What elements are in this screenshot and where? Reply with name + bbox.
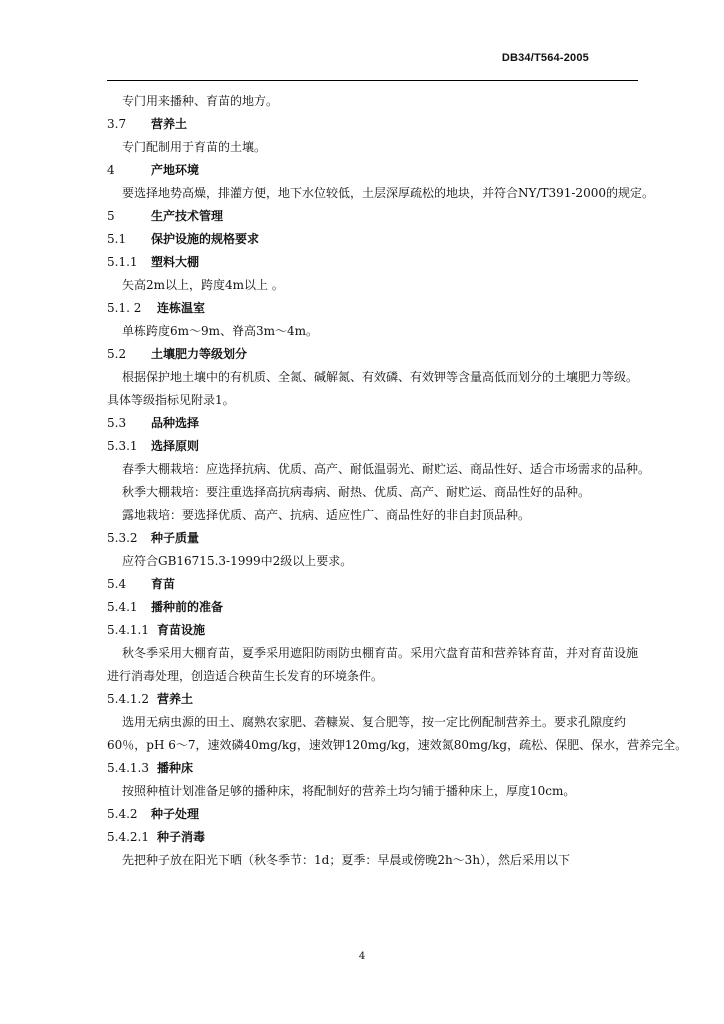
header-rule [107, 80, 638, 81]
section-title: 连栋温室 [157, 301, 206, 315]
section-heading [107, 622, 687, 638]
section-number: 5.3 [107, 416, 127, 430]
section-title: 营养土 [151, 117, 188, 131]
section-title: 土壤肥力等级划分 [151, 347, 248, 361]
section-number: 5.2 [107, 347, 127, 361]
paragraph-line: 露地栽培：要选择优质、高产、抗病、适应性广、商品性好的非自封顶品种。 [122, 508, 531, 522]
paragraph-line: 先把种子放在阳光下晒（秋冬季节：1d；夏季：早晨或傍晚2h～3h），然后采用以下 [122, 853, 571, 867]
paragraph-line: 专门配制用于育苗的土壤。 [122, 140, 267, 154]
section-title: 保护设施的规格要求 [151, 232, 260, 246]
section-number: 5.4.1.1 [107, 623, 149, 637]
section-heading [107, 162, 687, 178]
section-heading [107, 576, 687, 592]
section-heading [107, 116, 687, 132]
paragraph-line: 春季大棚栽培：应选择抗病、优质、高产、耐低温弱光、耐贮运、商品性好、适合市场需求的品种。 [122, 462, 651, 476]
section-number: 5.1 [107, 232, 127, 246]
section-heading [107, 254, 687, 270]
paragraph-continuation: 具体等级指标见附录1。 [107, 393, 235, 407]
section-title: 种子处理 [151, 807, 200, 821]
paragraph-line: 按照种植计划准备足够的播种床，将配制好的营养土均匀铺于播种床上，厚度10cm。 [122, 784, 576, 798]
paragraph-line: 矢高2m以上，跨度4m以上 。 [122, 278, 284, 292]
paragraph-line: 选用无病虫源的田土、腐熟农家肥、砻糠炭、复合肥等，按一定比例配制营养土。要求孔隙度约 [122, 715, 627, 729]
section-title: 种子质量 [151, 531, 200, 545]
document-code: DB34/T564-2005 [501, 52, 589, 64]
paragraph-line: 根据保护地土壤中的有机质、全氮、碱解氮、有效磷、有效钾等含量高低而划分的土壤肥力等级。 [122, 370, 639, 384]
section-number: 5.4 [107, 577, 127, 591]
section-title: 品种选择 [151, 416, 200, 430]
page-number: 4 [358, 951, 366, 962]
paragraph-line: 要选择地势高燥，排灌方便，地下水位较低，土层深厚疏松的地块，并符合NY/T391-2000的规定。 [122, 186, 654, 200]
section-heading [107, 415, 687, 431]
section-heading [107, 829, 687, 845]
paragraph-line: 专门用来播种、育苗的地方。 [122, 94, 279, 108]
section-title: 生产技术管理 [151, 209, 224, 223]
section-number: 5.3.2 [107, 531, 138, 545]
paragraph-line: 秋冬季采用大棚育苗，夏季采用遮阳防雨防虫棚育苗。采用穴盘育苗和营养钵育苗，并对育苗设施 [122, 646, 639, 660]
section-heading [107, 208, 687, 224]
section-number: 5 [107, 209, 115, 223]
section-heading [107, 530, 687, 546]
section-number: 5.1.1 [107, 255, 138, 269]
section-number: 5.1. 2 [107, 301, 142, 315]
section-heading [107, 691, 687, 707]
section-title: 播种床 [157, 761, 194, 775]
section-heading [107, 438, 687, 454]
paragraph-continuation: 进行消毒处理，创造适合秧苗生长发育的环境条件。 [107, 669, 384, 683]
section-number: 5.4.1.2 [107, 692, 149, 706]
section-heading [107, 300, 687, 316]
section-number: 4 [107, 163, 115, 177]
section-heading [107, 231, 687, 247]
section-title: 育苗设施 [157, 623, 206, 637]
section-title: 育苗 [151, 577, 176, 591]
section-number: 5.4.1.3 [107, 761, 149, 775]
section-heading [107, 599, 687, 615]
section-title: 塑料大棚 [151, 255, 200, 269]
section-number: 3.7 [107, 117, 127, 131]
paragraph-line: 单栋跨度6m～9m、脊高3m～4m。 [122, 324, 319, 338]
section-title: 营养土 [157, 692, 194, 706]
section-title: 选择原则 [151, 439, 200, 453]
section-title: 产地环境 [151, 163, 200, 177]
section-number: 5.4.1 [107, 600, 138, 614]
section-number: 5.4.2 [107, 807, 138, 821]
section-number: 5.3.1 [107, 439, 138, 453]
section-title: 播种前的准备 [151, 600, 224, 614]
paragraph-line: 秋季大棚栽培：要注重选择高抗病毒病、耐热、优质、高产、耐贮运、商品性好的品种。 [122, 485, 591, 499]
section-heading [107, 806, 687, 822]
section-number: 5.4.2.1 [107, 830, 149, 844]
section-heading [107, 760, 687, 776]
section-title: 种子消毒 [157, 830, 206, 844]
paragraph-line: 应符合GB16715.3-1999中2级以上要求。 [122, 554, 353, 568]
paragraph-continuation: 60％，pH 6～7，速效磷40mg/kg，速效钾120mg/kg，速效氮80mg/kg，疏松、保肥、保水，营养完全。 [107, 738, 688, 752]
section-heading [107, 346, 687, 362]
